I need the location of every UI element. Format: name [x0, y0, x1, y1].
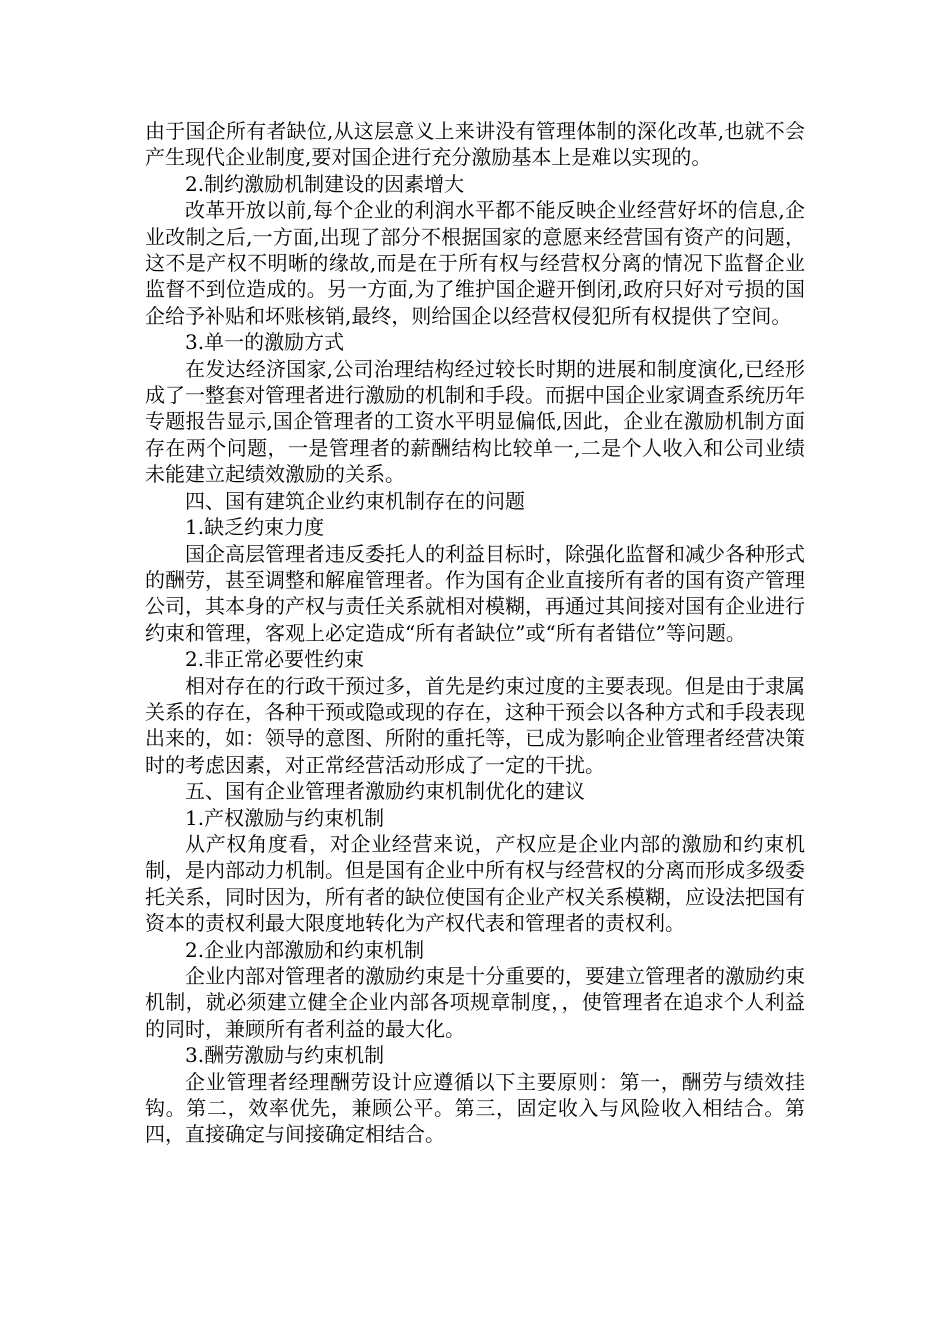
paragraph: 从产权角度看，对企业经营来说，产权应是企业内部的激励和约束机制，是内部动力机制。但是国有企业中所有权与经营权的分离而形成多级委托关系，同时因为，所有者的缺位使国有企业产权关系模糊，应设法把国有资本的责权利最大限度地转化为产权代表和管理者的责权利。	[145, 831, 805, 936]
subheading-1: 1.缺乏约束力度	[185, 515, 325, 540]
paragraph: 国企高层管理者违反委托人的利益目标时，除强化监督和减少各种形式的酬劳，甚至调整和解雇管理者。作为国有企业直接所有者的国有资产管理公司，其本身的产权与责任关系就相对模糊，再通过其间接对国有企业进行约束和管理，客观上必定造成“所有者缺位”或“所有者错位”等问题。	[145, 541, 805, 645]
subheading-1: 1.产权激励与约束机制	[185, 805, 385, 830]
document-body	[145, 118, 805, 1148]
paragraph: 相对存在的行政干预过多，首先是约束过度的主要表现。但是由于隶属关系的存在，各种干预或隐或现的存在，这种干预会以各种方式和手段表现出来的，如：领导的意图、所附的重托等，已成为影响企业管理者经营决策时的考虑因素，对正常经营活动形成了一定的干扰。	[145, 673, 805, 777]
paragraph: 在发达经济国家,公司治理结构经过较长时期的进展和制度演化,已经形成了一整套对管理者进行激励的机制和手段。而据中国企业家调查系统历年专题报告显示,国企管理者的工资水平明显偏低,因此，企业在激励机制方面存在两个问题，一是管理者的薪酬结构比较单一,二是个人收入和公司业绩未能建立起绩效激励的关系。	[145, 356, 805, 487]
subheading-2: 2.制约激励机制建设的因素增大	[185, 171, 465, 196]
subheading-2: 2.非正常必要性约束	[185, 647, 365, 672]
section-heading-5: 五、国有企业管理者激励约束机制优化的建议	[185, 779, 585, 804]
subheading-3: 3.单一的激励方式	[185, 330, 345, 355]
section-heading-4: 四、国有建筑企业约束机制存在的问题	[185, 488, 525, 513]
paragraph: 企业管理者经理酬劳设计应遵循以下主要原则：第一，酬劳与绩效挂钩。第二，效率优先，兼顾公平。第三，固定收入与风险收入相结合。第四，直接确定与间接确定相结合。	[145, 1069, 805, 1147]
paragraph: 企业内部对管理者的激励约束是十分重要的，要建立管理者的激励约束机制，就必须建立健全企业内部各项规章制度，，使管理者在追求个人利益的同时，兼顾所有者利益的最大化。	[145, 964, 805, 1041]
subheading-3: 3.酬劳激励与约束机制	[185, 1043, 385, 1068]
paragraph: 改革开放以前,每个企业的利润水平都不能反映企业经营好坏的信息,企业改制之后,一方面,出现了部分不根据国家的意愿来经营国有资产的问题，这不是产权不明晰的缘故,而是在于所有权与经营权分离的情况下监督企业监督不到位造成的。另一方面,为了维护国企避开倒闭,政府只好对亏损的国企给予补贴和坏账核销,最终，则给国企以经营权侵犯所有权提供了空间。	[145, 198, 805, 328]
subheading-2: 2.企业内部激励和约束机制	[185, 937, 425, 962]
paragraph-continuation: 由于国企所有者缺位,从这层意义上来讲没有管理体制的深化改革,也就不会产生现代企业制度,要对国企进行充分激励基本上是难以实现的。	[145, 119, 805, 170]
